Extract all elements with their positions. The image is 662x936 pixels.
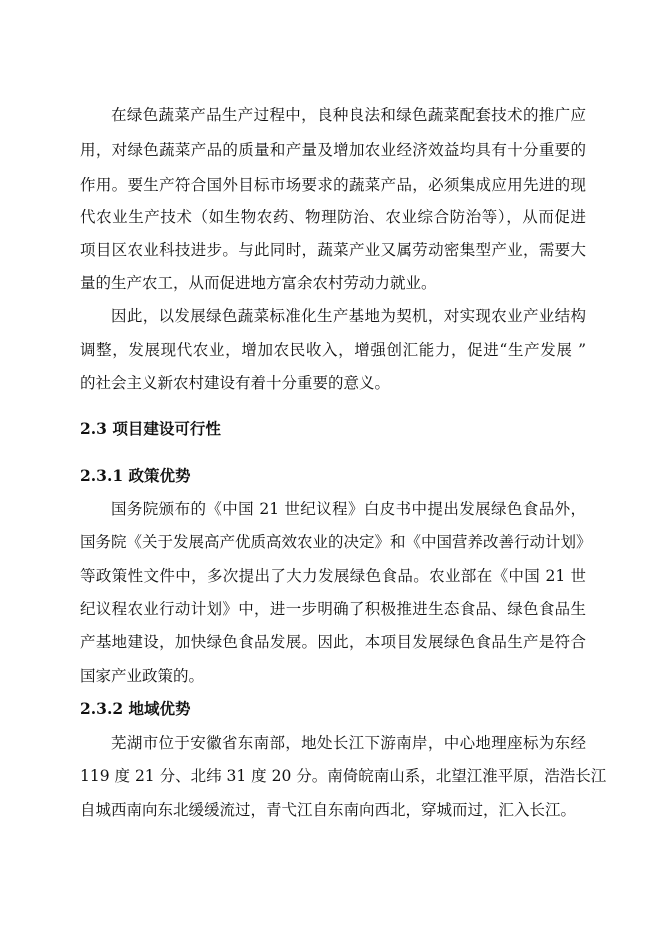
paragraph-line: 国家产业政策的。 [80, 667, 205, 685]
paragraph-line: 调整，发展现代农业，增加农民收入，增强创汇能力，促进“生产发展 ” [80, 341, 586, 359]
paragraph-line: 纪议程农业行动计划》中，进一步明确了积极推进生态食品、绿色食品生 [80, 600, 586, 618]
paragraph-line: 产基地建设，加快绿色食品发展。因此，本项目发展绿色食品生产是符合 [80, 633, 586, 651]
paragraph-line: 因此，以发展绿色蔬菜标准化生产基地为契机，对实现农业产业结构 [111, 307, 586, 325]
paragraph-line: 量的生产农工，从而促进地方富余农村劳动力就业。 [80, 274, 437, 292]
paragraph-line: 国务院《关于发展高产优质高效农业的决定》和《中国营养改善行动计划》 [80, 533, 592, 551]
paragraph-line: 用，对绿色蔬菜产品的质量和产量及增加农业经济效益均具有十分重要的 [80, 141, 586, 159]
paragraph-line: 代农业生产技术（如生物农药、物理防治、农业综合防治等），从而促进 [80, 208, 586, 226]
paragraph-line: 芜湖市位于安徽省东南部，地处长江下游南岸，中心地理座标为东经 [111, 734, 586, 752]
paragraph-line: 作用。要生产符合国外目标市场要求的蔬菜产品，必须集成应用先进的现 [80, 176, 586, 194]
paragraph-line: 等政策性文件中，多次提出了大力发展绿色食品。农业部在《中国 21 世 [80, 567, 586, 585]
subsection-heading: 2.3.1 政策优势 [80, 466, 191, 485]
subsection-heading: 2.3.2 地域优势 [80, 699, 191, 718]
paragraph-line: 在绿色蔬菜产品生产过程中，良种良法和绿色蔬菜配套技术的推广应 [111, 106, 586, 124]
paragraph-line: 自城西南向东北缓缓流过，青弋江自东南向西北，穿城而过，汇入长江。 [80, 801, 577, 819]
paragraph-line: 119 度 21 分、北纬 31 度 20 分。南倚皖南山系，北望江淮平原，浩浩长江 [80, 767, 607, 785]
paragraph-line: 项目区农业科技进步。与此同时，蔬菜产业又属劳动密集型产业，需要大 [80, 241, 586, 259]
paragraph-line: 国务院颁布的《中国 21 世纪议程》白皮书中提出发展绿色食品外， [111, 500, 586, 518]
section-heading: 2.3 项目建设可行性 [80, 419, 221, 438]
paragraph-line: 的社会主义新农村建设有着十分重要的意义。 [80, 374, 391, 392]
